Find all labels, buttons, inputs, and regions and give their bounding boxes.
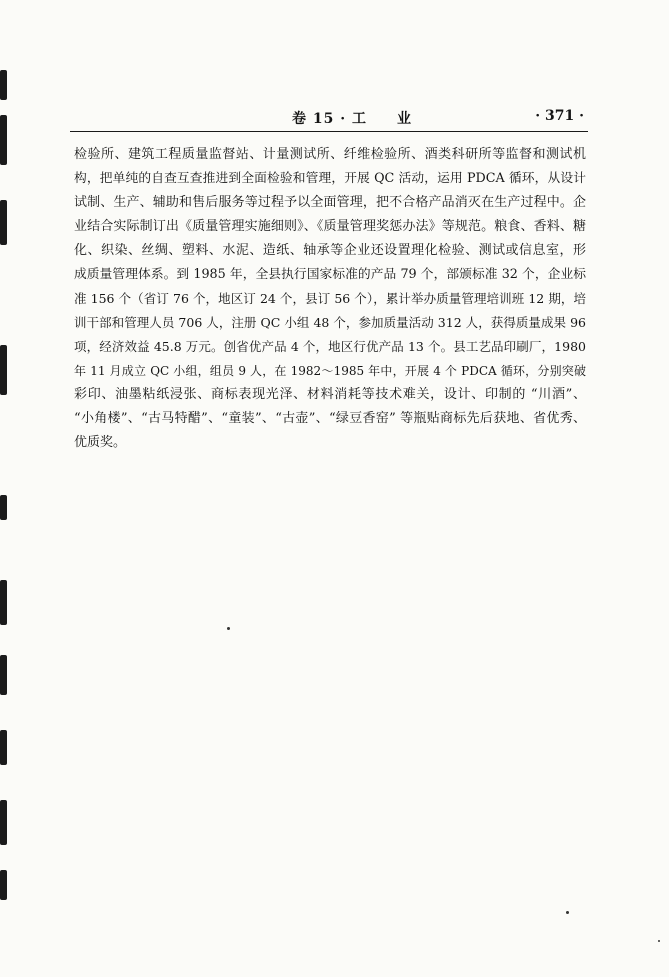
text-line: 构，把单纯的自查互查推进到全面检验和管理，开展 QC 活动，运用 PDCA 循环，从设计: [74, 171, 586, 186]
text-line: 检验所、建筑工程质量监督站、计量测试所、纤维检验所、酒类科研所等监督和测试机: [74, 147, 586, 162]
scan-edge-mark: [0, 870, 7, 900]
scan-edge-mark: [0, 345, 7, 395]
scan-edge-mark: [0, 580, 7, 625]
scan-edge-mark: [0, 115, 7, 165]
chapter-title: 卷 15 · 工 业: [292, 111, 412, 127]
scan-speck: [566, 911, 569, 914]
scan-speck: [227, 627, 230, 630]
text-line: “小角楼”、“古马特醋”、“童装”、“古壶”、“绿豆香窑” 等瓶贴商标先后获地、省优秀、: [74, 411, 586, 426]
text-line: 化、织染、丝绸、塑料、水泥、造纸、轴承等企业还设置理化检验、测试或信息室，形: [74, 243, 586, 258]
body-paragraph: [74, 143, 586, 455]
text-line: 年 11 月成立 QC 小组，组员 9 人，在 1982～1985 年中，开展 4 个 PDCA 循环，分别突破: [74, 364, 586, 378]
running-header: [70, 108, 584, 130]
header-rule: [70, 131, 588, 132]
text-line: 准 156 个（省订 76 个，地区订 24 个，县订 56 个），累计举办质量管理培训班 12 期，培: [74, 291, 586, 306]
text-line: 业结合实际制订出《质量管理实施细则》、《质量管理奖惩办法》等规范。粮食、香料、糖: [74, 219, 586, 234]
text-line: 成质量管理体系。到 1985 年，全县执行国家标准的产品 79 个，部颁标准 32 个，企业标: [74, 267, 586, 282]
scan-edge-mark: [0, 495, 7, 520]
text-line: 试制、生产、辅助和售后服务等过程予以全面管理，把不合格产品消灭在生产过程中。企: [74, 195, 586, 210]
scan-edge-mark: [0, 730, 7, 765]
scan-edge-mark: [0, 800, 7, 845]
page-number: · 371 ·: [535, 108, 584, 124]
text-line: 彩印、油墨粘纸浸张、商标表现光泽、材料消耗等技术难关，设计、印制的 “川酒”、: [74, 387, 586, 402]
scan-edge-mark: [0, 70, 7, 100]
scan-edge-mark: [0, 200, 7, 245]
scan-speck: [658, 940, 660, 942]
text-line: 训干部和管理人员 706 人，注册 QC 小组 48 个，参加质量活动 312 人，获得质量成果 96: [74, 315, 586, 330]
scan-edge-mark: [0, 655, 7, 695]
text-line: 项，经济效益 45.8 万元。创省优产品 4 个，地区行优产品 13 个。县工艺品印刷厂，1980: [74, 339, 586, 354]
text-line: 优质奖。: [74, 435, 127, 450]
